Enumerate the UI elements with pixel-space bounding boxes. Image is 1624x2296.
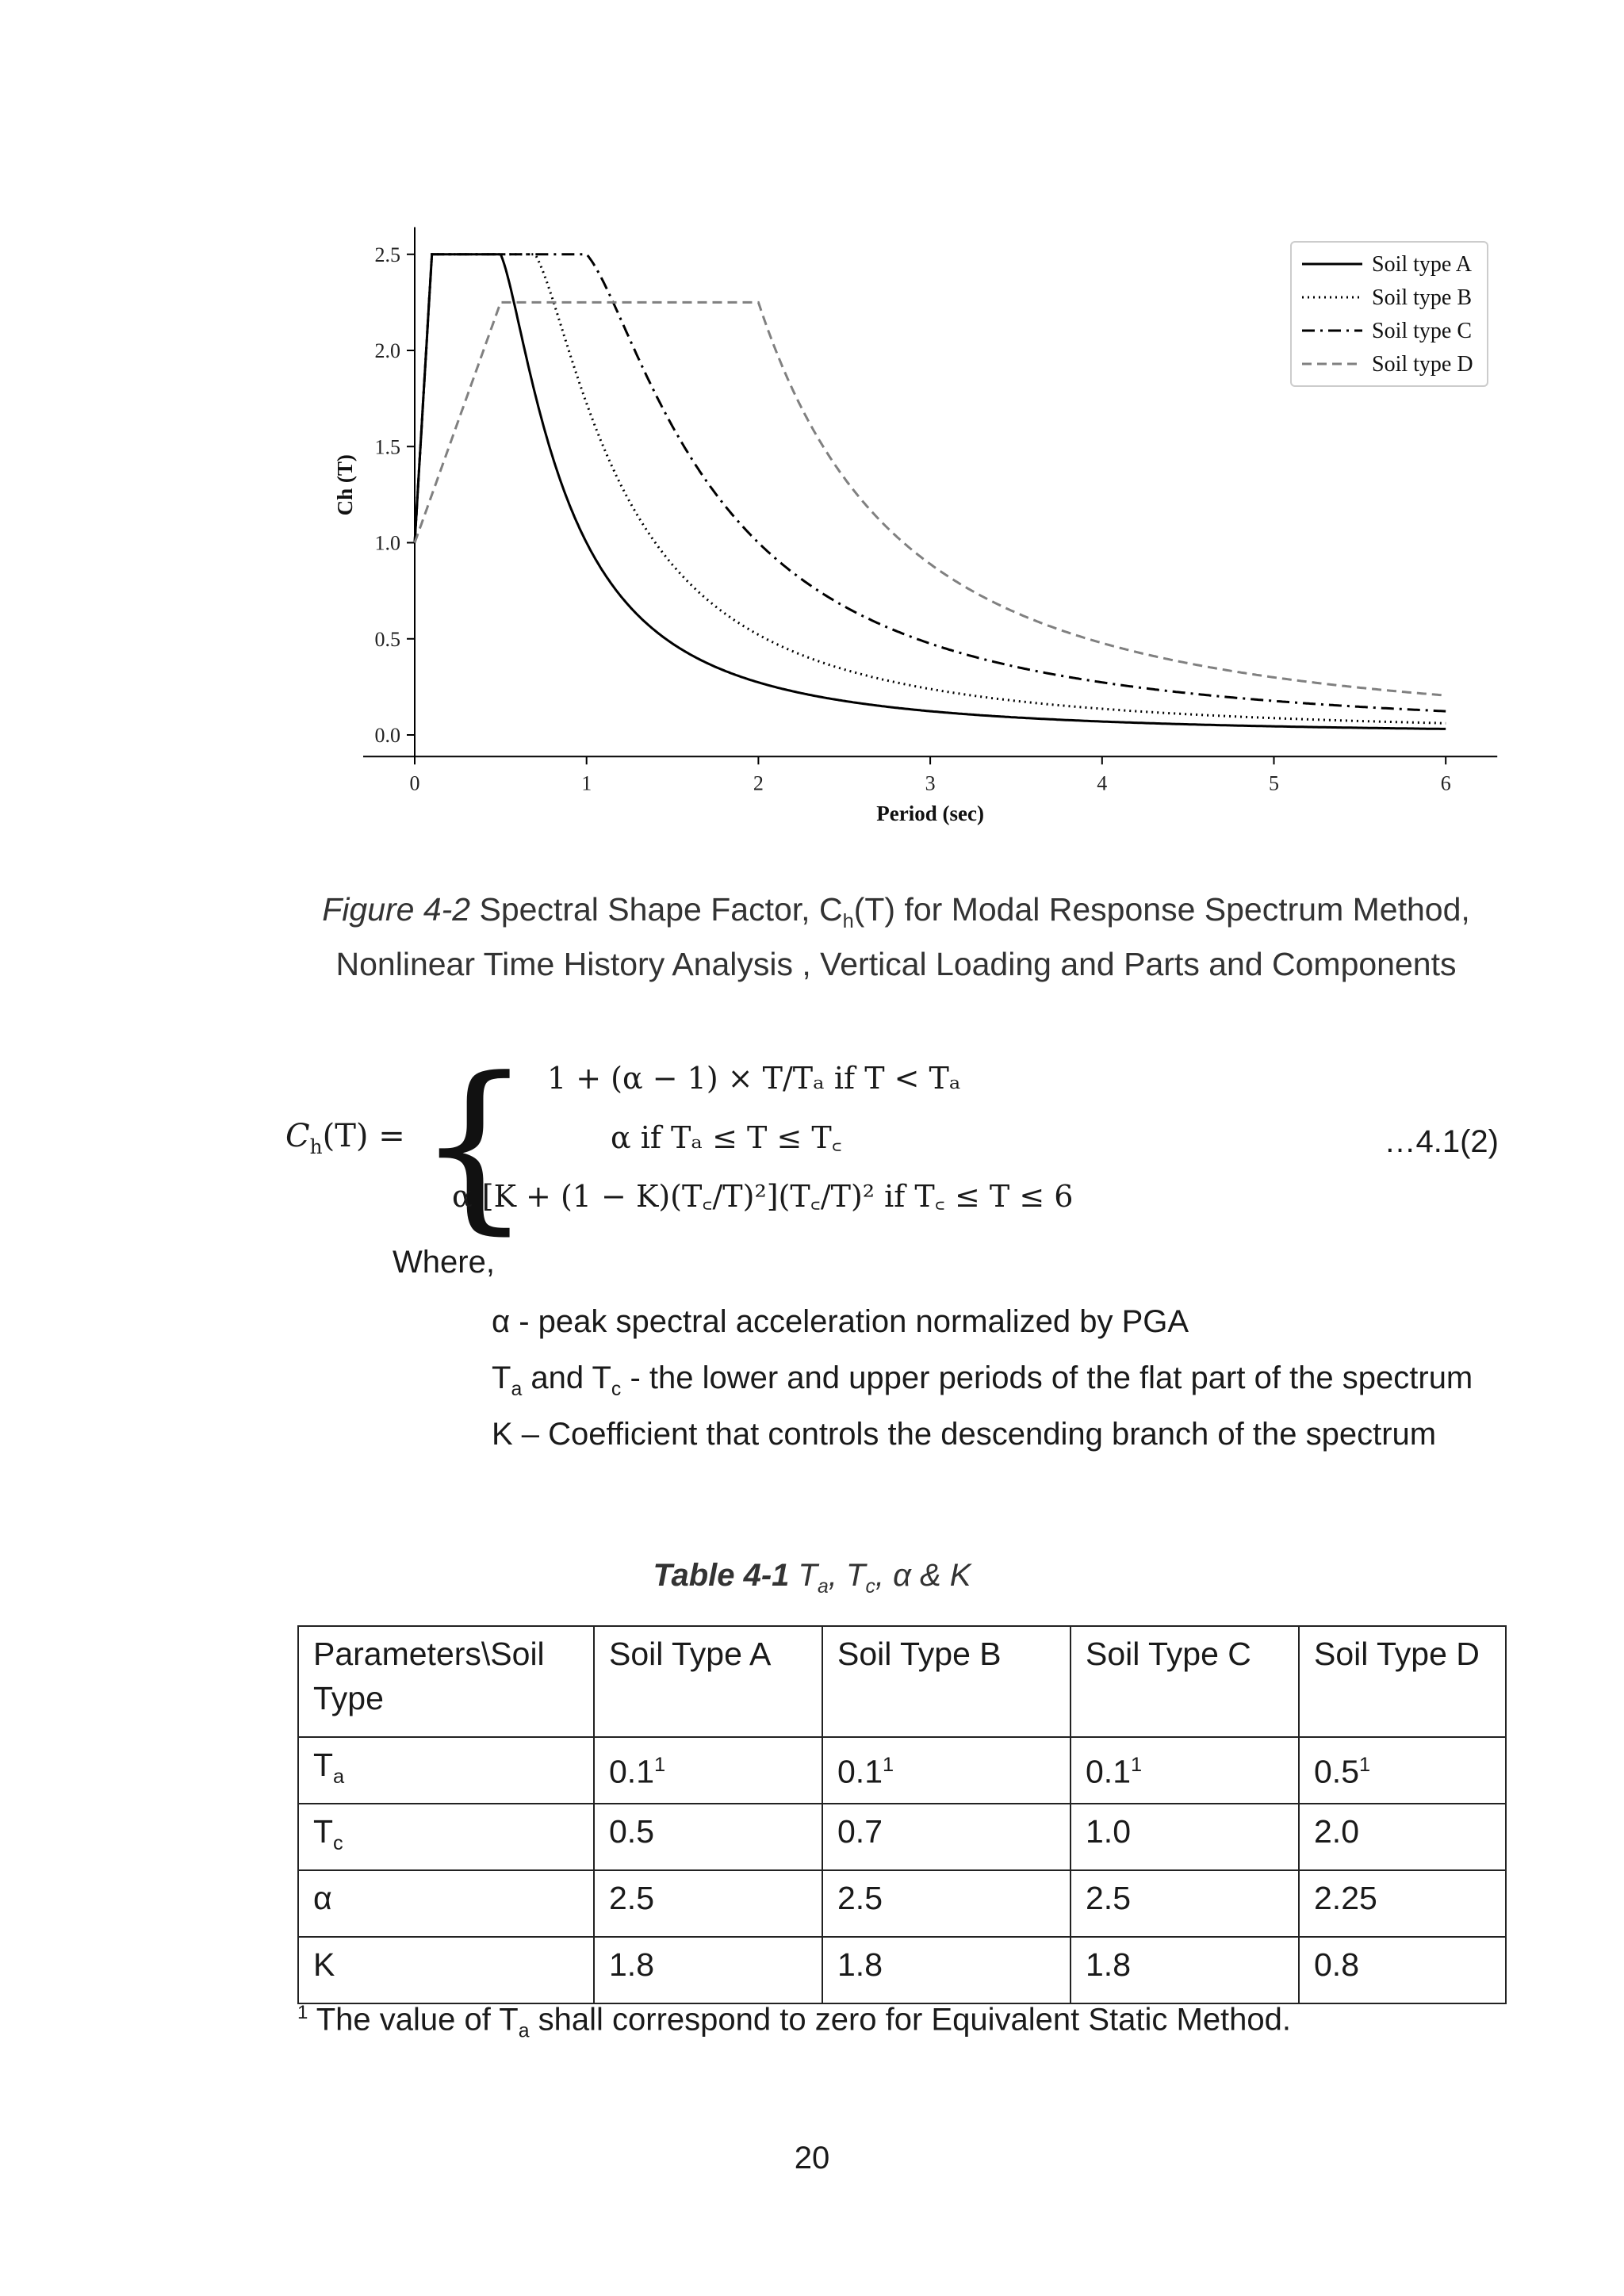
caption-text: Spectral Shape Factor, C (470, 891, 843, 928)
value-cell: 2.5 (1071, 1870, 1299, 1937)
value-cell: 0.5 (594, 1804, 822, 1870)
footnote-ref: 1 (883, 1754, 894, 1776)
value: 0.1 (1086, 1753, 1131, 1790)
legend-label: Soil type A (1372, 252, 1473, 277)
value-cell: 1.0 (1071, 1804, 1299, 1870)
tt-2: , T (828, 1558, 866, 1593)
ta-tc-rest: - the lower and upper periods of the flat part of the spectrum (621, 1360, 1473, 1395)
legend-label: Soil type B (1372, 285, 1473, 310)
param-cell: K (298, 1937, 594, 2003)
ta-tc-definition (492, 1360, 1473, 1401)
param-name: T (313, 1747, 334, 1783)
eq-lhs-post: (T) = (322, 1118, 405, 1154)
value: 0.1 (609, 1753, 654, 1790)
y-tick-label: 0.5 (374, 627, 400, 651)
table-row (298, 1870, 1506, 1937)
table-title-label: Table 4-1 (653, 1558, 790, 1593)
k-definition: K – Coefficient that controls the descending branch of the spectrum (492, 1417, 1437, 1452)
value-cell: 2.5 (594, 1870, 822, 1937)
x-tick-label: 6 (1440, 771, 1451, 795)
value-cell: 2.25 (1299, 1870, 1506, 1937)
parameters-table (297, 1625, 1507, 2004)
x-tick-label: 2 (753, 771, 764, 795)
eq-lhs-sub: h (309, 1135, 323, 1158)
x-tick-label: 4 (1097, 771, 1108, 795)
equation-case-1: 1 + (α − 1) × T/Tₐ if T < Tₐ (547, 1061, 961, 1096)
y-tick-label: 2.5 (374, 243, 400, 266)
x-tick-label: 1 (581, 771, 592, 795)
table-row (298, 1804, 1506, 1870)
equation-lhs (285, 1118, 405, 1158)
header-cell: Soil Type B (822, 1626, 1071, 1737)
table-header-row (298, 1626, 1506, 1737)
x-tick-label: 3 (925, 771, 936, 795)
table-title (0, 1558, 1624, 1598)
y-tick-label: 0.0 (374, 724, 400, 747)
figure-caption (262, 888, 1530, 985)
param-sub: c (333, 1832, 343, 1855)
table-row (298, 1737, 1506, 1804)
value-cell (594, 1737, 822, 1804)
value-cell (1299, 1737, 1506, 1804)
ta-mid: and T (522, 1360, 611, 1395)
equation-case-3: α [K + (1 − K)(T꜀/T)²](T꜀/T)² if T꜀ ≤ T ≤ 6 (452, 1179, 1074, 1214)
equation-case-2: α if Tₐ ≤ T ≤ T꜀ (611, 1120, 842, 1155)
value-cell: 0.7 (822, 1804, 1071, 1870)
equation-block (285, 1039, 1522, 1261)
value-cell: 1.8 (594, 1937, 822, 2003)
footnote-mark: 1 (297, 2002, 308, 2023)
footnote-ref: 1 (654, 1754, 666, 1776)
footnote-sub: a (518, 2020, 530, 2042)
header-cell: Soil Type C (1071, 1626, 1299, 1737)
chart-legend (1291, 242, 1488, 386)
ta-sub: a (511, 1379, 523, 1400)
eq-lhs-c: C (285, 1118, 310, 1154)
y-tick-label: 1.5 (374, 435, 400, 459)
y-tick-label: 1.0 (374, 531, 400, 555)
value-cell: 2.0 (1299, 1804, 1506, 1870)
alpha-definition: α - peak spectral acceleration normalized by PGA (492, 1304, 1189, 1339)
legend-label: Soil type C (1372, 319, 1473, 343)
value: 0.1 (837, 1753, 883, 1790)
equation-number: …4.1(2) (1384, 1124, 1499, 1159)
x-tick-label: 0 (409, 771, 420, 795)
caption-sub: h (842, 910, 854, 933)
ta-t: T (492, 1360, 511, 1395)
param-name: T (313, 1813, 334, 1850)
table-footnote (297, 2002, 1291, 2042)
value-cell (822, 1737, 1071, 1804)
tc-sub: c (611, 1379, 622, 1400)
footnote-ref: 1 (1359, 1754, 1371, 1776)
equation-brace: { (416, 1039, 533, 1251)
param-cell: α (298, 1870, 594, 1937)
value-cell: 0.8 (1299, 1937, 1506, 2003)
caption-text-post: (T) for Modal Response Spectrum Method, (853, 891, 1470, 928)
param-cell (298, 1737, 594, 1804)
footnote-pre: The value of T (308, 2002, 519, 2038)
legend-label: Soil type D (1372, 352, 1473, 377)
page-number: 20 (794, 2141, 830, 2175)
tt-sub-c: c (865, 1576, 875, 1598)
x-axis-title: Period (sec) (876, 802, 984, 825)
value-cell (1071, 1737, 1299, 1804)
tt-3: , α & K (875, 1558, 971, 1593)
caption-label: Figure 4-2 (322, 891, 471, 928)
value-cell: 1.8 (1071, 1937, 1299, 2003)
value: 0.5 (1314, 1753, 1359, 1790)
tt-sub-a: a (817, 1576, 829, 1598)
caption-line-2: Nonlinear Time History Analysis , Vertical Loading and Parts and Components (335, 946, 1457, 983)
spectral-shape-chart (0, 0, 1624, 856)
header-cell: Soil Type A (594, 1626, 822, 1737)
x-tick-label: 5 (1269, 771, 1279, 795)
y-tick-label: 2.0 (374, 339, 400, 362)
y-axis-title: Ch (T) (333, 454, 357, 516)
footnote-post: shall correspond to zero for Equivalent Static Method. (529, 2002, 1292, 2038)
tt-1: T (789, 1558, 818, 1593)
header-cell: Soil Type D (1299, 1626, 1506, 1737)
caption-line-1 (262, 888, 1530, 943)
param-sub: a (333, 1766, 345, 1789)
value-cell: 2.5 (822, 1870, 1071, 1937)
header-cell: Parameters\Soil Type (298, 1626, 594, 1737)
value-cell: 1.8 (822, 1937, 1071, 2003)
param-cell (298, 1804, 594, 1870)
where-label: Where, (393, 1245, 495, 1280)
table-row (298, 1937, 1506, 2003)
footnote-ref: 1 (1131, 1754, 1143, 1776)
